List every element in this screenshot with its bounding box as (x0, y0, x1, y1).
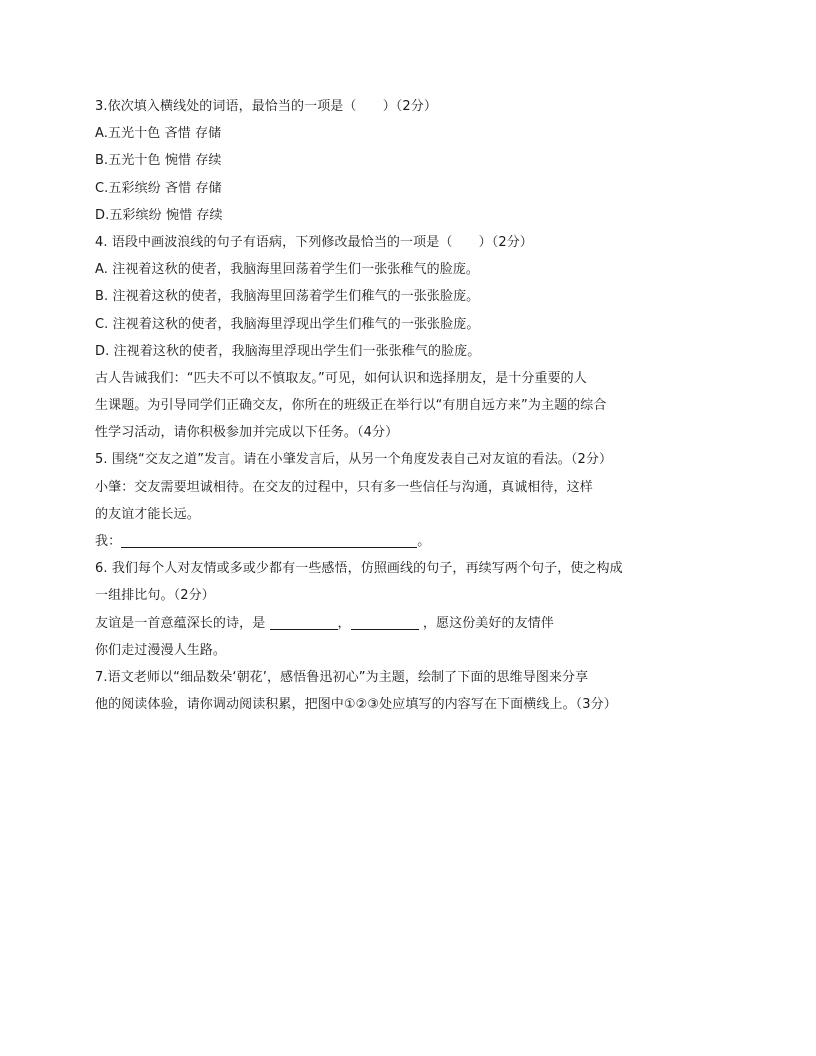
intro-line-3: 性学习活动，请你积极参加并完成以下任务。（4分） (95, 425, 399, 441)
q5-answer-blank[interactable] (121, 533, 417, 548)
q6-sentence-line (95, 610, 685, 637)
intro-line-1: 古人告诫我们：“匹夫不可以不慎取友。”可见，如何认识和选择朋友，是十分重要的人 (95, 370, 587, 386)
q4-option-a: A. 注视着这秋的使者，我脑海里回荡着学生们一张张稚气的脸庞。 (95, 262, 480, 278)
q6-sentence-cont: 你们走过漫漫人生路。 (95, 642, 227, 658)
q4-option-c: C. 注视着这秋的使者，我脑海里浮现出学生们稚气的一张张脸庞。 (95, 316, 480, 332)
q5-speech-line-2: 的友谊才能长远。 (95, 506, 200, 522)
intro-line-2: 生课题。为引导同学们正确交友，你所在的班级正在举行以“有朋自远方来”为主题的综合 (95, 398, 607, 414)
q6-blank-2[interactable] (351, 615, 419, 630)
q4-option-d: D. 注视着这秋的使者，我脑海里浮现出学生们一张张稚气的脸庞。 (95, 343, 481, 359)
q3-option-d: D.五彩缤纷 惋惜 存续 (95, 207, 223, 223)
q3-option-c: C.五彩缤纷 吝惜 存储 (95, 180, 222, 196)
q4-option-b: B. 注视着这秋的使者，我脑海里回荡着学生们稚气的一张张脸庞。 (95, 289, 480, 305)
q6-sentence-start: 友谊是一首意蕴深长的诗，是 (95, 615, 266, 631)
q5-answer-suffix: 。 (417, 534, 431, 549)
q7-stem-line-2: 他的阅读体验，请你调动阅读积累，把图中①②③处应填写的内容写在下面横线上。（3分） (95, 697, 617, 713)
q6-stem-line-2: 一组排比句。（2分） (95, 588, 215, 604)
q7-stem-line-1: 7.语文老师以“细品数朵‘朝花’，感悟鲁迅初心”为主题，绘制了下面的思维导图来分享 (95, 669, 589, 685)
q5-speech-line-1: 小肇：交友需要坦诚相待。在交友的过程中，只有多一些信任与沟通，真诚相待，这样 (95, 479, 593, 495)
q5-stem: 5. 围绕“交友之道”发言。请在小肇发言后，从另一个角度发表自己对友谊的看法。（2分） (95, 452, 613, 468)
q5-answer-line (95, 528, 685, 555)
q4-stem: 4. 语段中画波浪线的句子有语病，下列修改最恰当的一项是（ ）（2分） (95, 234, 533, 250)
q6-stem-line-1: 6. 我们每个人对友情或多或少都有一些感悟，仿照画线的句子，再续写两个句子，使之构成 (95, 561, 623, 577)
q6-sentence-end: ，愿这份美好的友情伴 (422, 615, 554, 631)
q3-option-a: A.五光十色 吝惜 存储 (95, 126, 222, 142)
q3-option-b: B.五光十色 惋惜 存续 (95, 153, 222, 169)
q3-stem: 3.依次填入横线处的词语，最恰当的一项是（ ）（2分） (95, 99, 437, 114)
q5-answer-prefix: 我： (95, 534, 122, 549)
q6-blank-1[interactable] (270, 615, 338, 630)
q6-sentence-sep: ， (337, 615, 351, 631)
question-content (95, 93, 685, 718)
